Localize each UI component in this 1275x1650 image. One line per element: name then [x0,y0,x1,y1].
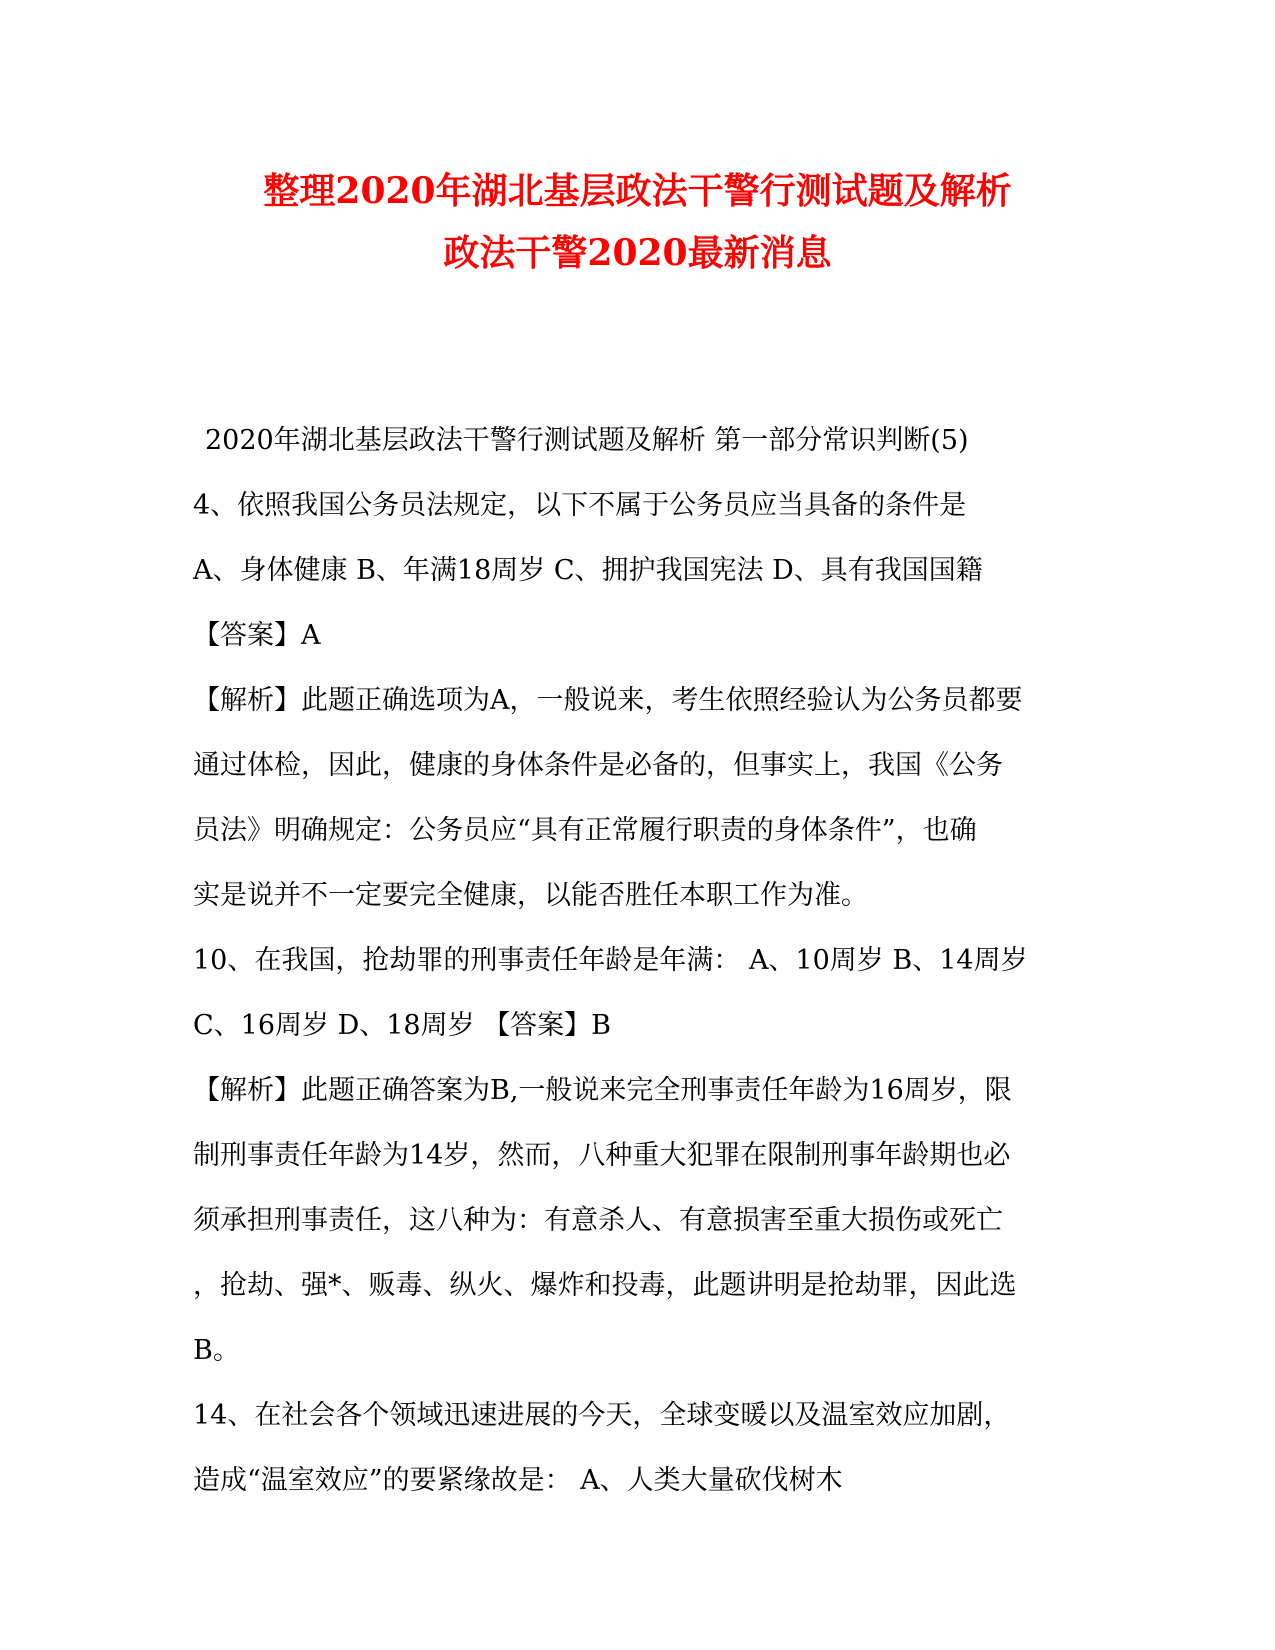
question-4-analysis-line: 员法》明确规定：公务员应“具有正常履行职责的身体条件”，也确 [193,815,977,846]
question-10-analysis-line: 须承担刑事责任，这八种为：有意杀人、有意损害至重大损伤或死亡 [193,1205,1003,1236]
section-heading: 2020年湖北基层政法干警行测试题及解析 第一部分常识判断(5) [205,425,969,456]
question-4: 4、依照我国公务员法规定，以下不属于公务员应当具备的条件是 [193,490,967,521]
question-4-answer: 【答案】A [193,620,321,651]
question-4-analysis-line: 【解析】此题正确选项为A，一般说来，考生依照经验认为公务员都要 [193,685,1023,716]
question-10-analysis-line: ，抢劫、强*、贩毒、纵火、爆炸和投毒，此题讲明是抢劫罪，因此选 [193,1270,1017,1301]
question-10-analysis-line: B。 [193,1335,240,1366]
question-4-options: A、身体健康 B、年满18周岁 C、拥护我国宪法 D、具有我国国籍 [193,555,983,586]
title-line-2: 政法干警2020最新消息 [443,232,832,274]
document-title [0,160,1275,284]
question-4-analysis-line: 实是说并不一定要完全健康，以能否胜任本职工作为准。 [193,880,868,911]
question-10-analysis-line: 【解析】此题正确答案为B,一般说来完全刑事责任年龄为16周岁，限 [193,1075,1012,1106]
question-14: 14、在社会各个领域迅速进展的今天，全球变暖以及温室效应加剧， [193,1400,1011,1431]
document-body [193,408,1093,1513]
title-line-1: 整理2020年湖北基层政法干警行测试题及解析 [263,170,1012,212]
question-4-analysis-line: 通过体检，因此，健康的身体条件是必备的，但事实上，我国《公务 [193,750,1003,781]
question-10-options-answer: C、16周岁 D、18周岁 【答案】B [193,1010,612,1041]
question-10: 10、在我国，抢劫罪的刑事责任年龄是年满： A、10周岁 B、14周岁 [193,945,1028,976]
question-14-continued: 造成“温室效应”的要紧缘故是： A、人类大量砍伐树木 [193,1465,843,1496]
question-10-analysis-line: 制刑事责任年龄为14岁，然而，八种重大犯罪在限制刑事年龄期也必 [193,1140,1011,1171]
